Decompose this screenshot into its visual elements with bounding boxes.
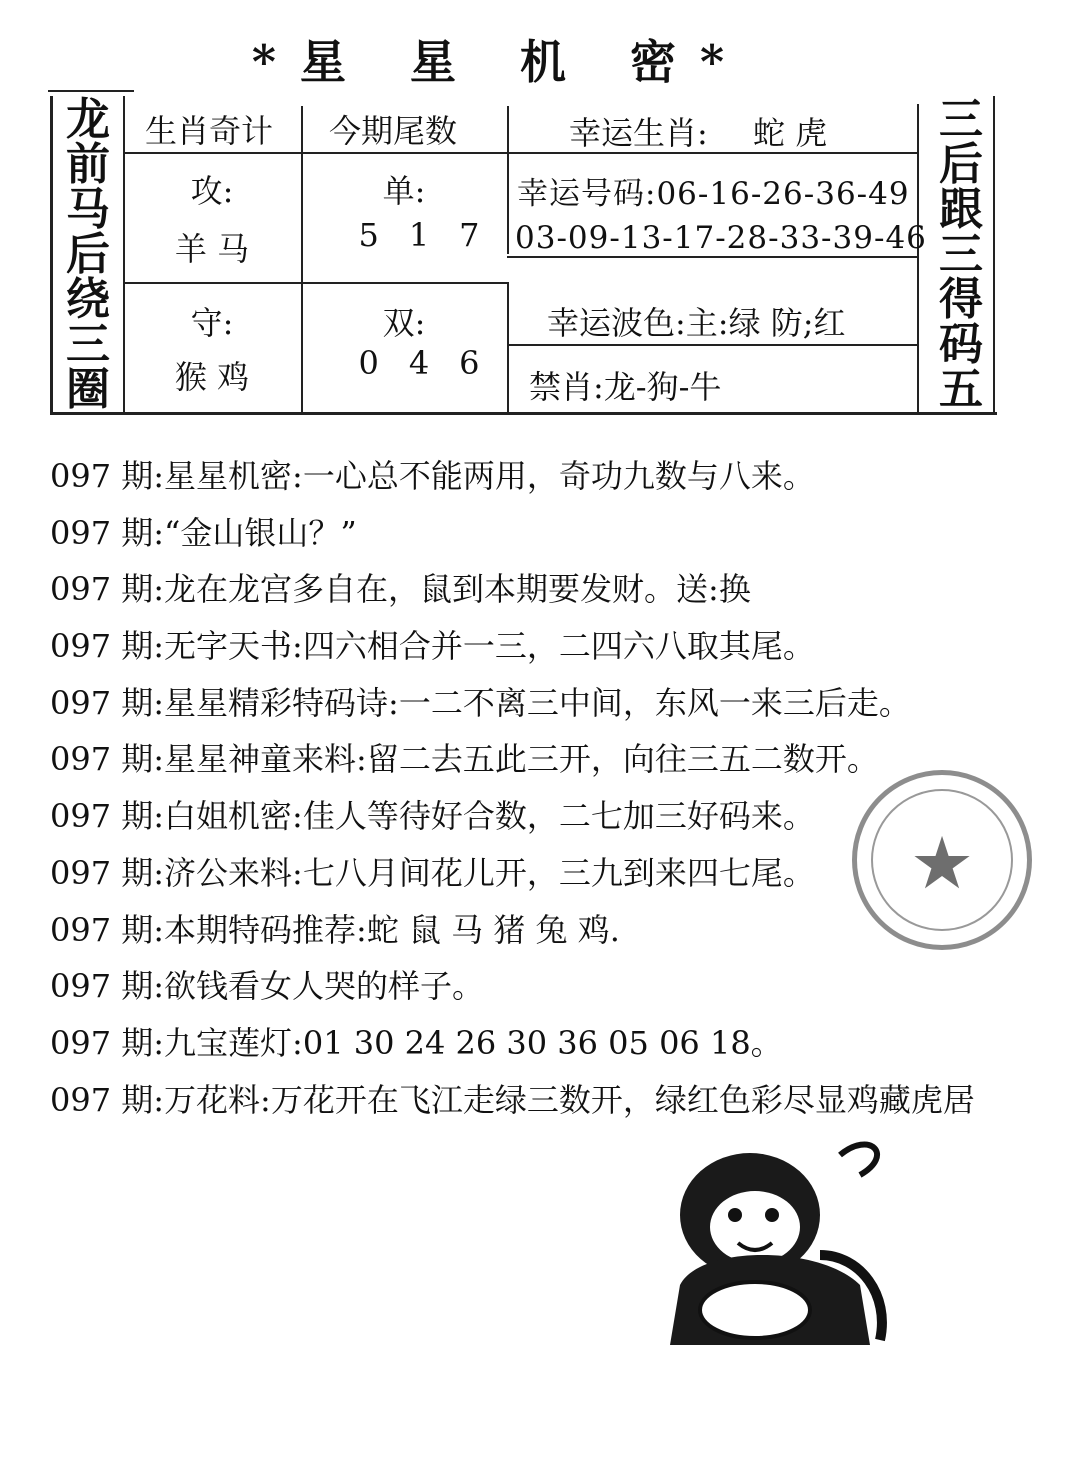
line-text: 万花料:万花开在飞江走绿三数开，绿红色彩尽显鸡藏虎居 (164, 1080, 975, 1119)
line-text: 星星神童来料:留二去五此三开，向往三五二数开。 (164, 740, 879, 779)
issue-number: 097 期: (50, 457, 165, 495)
left-char: 龙 (66, 93, 110, 145)
left-char: 三 (66, 318, 110, 370)
line-text: 济公来料:七八月间花儿开，三九到来四七尾。 (164, 853, 815, 892)
star-icon: ★ (909, 821, 975, 905)
issue-number: 097 期: (50, 910, 165, 949)
lucky-zodiac-label: 幸运生肖: (569, 114, 708, 152)
list-item (50, 618, 1060, 675)
left-char: 马 (66, 183, 110, 235)
right-char: 三 (939, 228, 983, 280)
divider (917, 104, 919, 412)
list-item (50, 958, 1060, 1015)
line-text: 无字天书:四六相合并一三，二四六八取其尾。 (164, 627, 815, 666)
lucky-zodiac-value: 蛇 虎 (753, 114, 828, 152)
left-char: 绕 (66, 273, 110, 325)
attack-value: 羊 马 (174, 230, 250, 268)
attack-label: 攻: (190, 172, 234, 210)
header-zodiac: 生肖奇计 (145, 112, 274, 150)
line-text: 白姐机密:佳人等待好合数，二七加三好码来。 (164, 797, 815, 836)
even-digits: 046 (358, 344, 510, 382)
list-item (50, 448, 1060, 505)
right-vertical-slogan (925, 93, 997, 415)
right-char: 跟 (939, 183, 983, 235)
defend-value: 猴 鸡 (174, 358, 250, 396)
line-text: 本期特码推荐:蛇 鼠 马 猪 兔 鸡. (164, 910, 620, 949)
odd-digits: 517 (358, 216, 510, 254)
issue-number: 097 期: (50, 797, 165, 836)
right-char: 得 (939, 273, 983, 325)
left-char: 后 (66, 228, 110, 280)
list-item (50, 1015, 1060, 1072)
forbidden-zodiac: 禁肖:龙-狗-牛 (529, 368, 722, 406)
issue-number: 097 期: (50, 627, 165, 666)
line-text: 龙在龙宫多自在，鼠到本期要发财。送:换 (164, 570, 751, 609)
right-char: 后 (939, 138, 983, 190)
line-text: 九宝莲灯:01 30 24 26 30 36 05 06 18。 (164, 1023, 783, 1062)
lucky-wave-color: 幸运波色:主:绿 防;红 (547, 304, 846, 342)
right-char: 码 (939, 318, 983, 370)
issue-number: 097 期: (50, 853, 165, 892)
defend-label: 守: (190, 304, 234, 342)
issue-number: 097 期: (50, 570, 165, 609)
line-text: 欲钱看女人哭的样子。 (164, 967, 485, 1006)
issue-number: 097 期: (50, 513, 165, 552)
divider (123, 282, 507, 284)
right-char: 三 (939, 93, 983, 145)
even-label: 双: (382, 304, 426, 342)
line-text: 星星机密:一心总不能两用，奇功九数与八来。 (164, 457, 815, 495)
header-tail-digits: 今期尾数 (329, 112, 458, 150)
right-char: 五 (939, 363, 983, 415)
lucky-numbers-label: 幸运号码: (517, 176, 657, 212)
list-item (50, 675, 1060, 732)
left-vertical-slogan (53, 93, 123, 415)
list-item (50, 1072, 1060, 1129)
lucky-numbers-1: 06-16-26-36-49 (656, 176, 910, 212)
info-table (50, 93, 997, 415)
line-text: 星星精彩特码诗:一二不离三中间，东风一来三后走。 (164, 683, 911, 722)
page-title: *星 星 机 密* (251, 35, 749, 89)
divider (507, 256, 917, 258)
odd-label: 单: (382, 172, 426, 210)
left-char: 前 (66, 138, 110, 190)
issue-number: 097 期: (50, 1023, 165, 1062)
frame-top-line (48, 90, 134, 92)
lucky-numbers-row2: 03-09-13-17-28-33-39-46 (515, 220, 927, 256)
issue-number: 097 期: (50, 967, 165, 1006)
monkey-mascot-icon (660, 1135, 930, 1345)
left-char: 圈 (66, 363, 110, 415)
issue-number: 097 期: (50, 683, 165, 722)
divider (507, 344, 917, 346)
official-seal (852, 770, 1032, 950)
list-item (50, 561, 1060, 618)
list-item (50, 505, 1060, 562)
issue-number: 097 期: (50, 1080, 165, 1119)
lucky-numbers-row1 (517, 168, 910, 213)
issue-number: 097 期: (50, 740, 165, 779)
line-text: “金山银山？” (164, 513, 357, 552)
